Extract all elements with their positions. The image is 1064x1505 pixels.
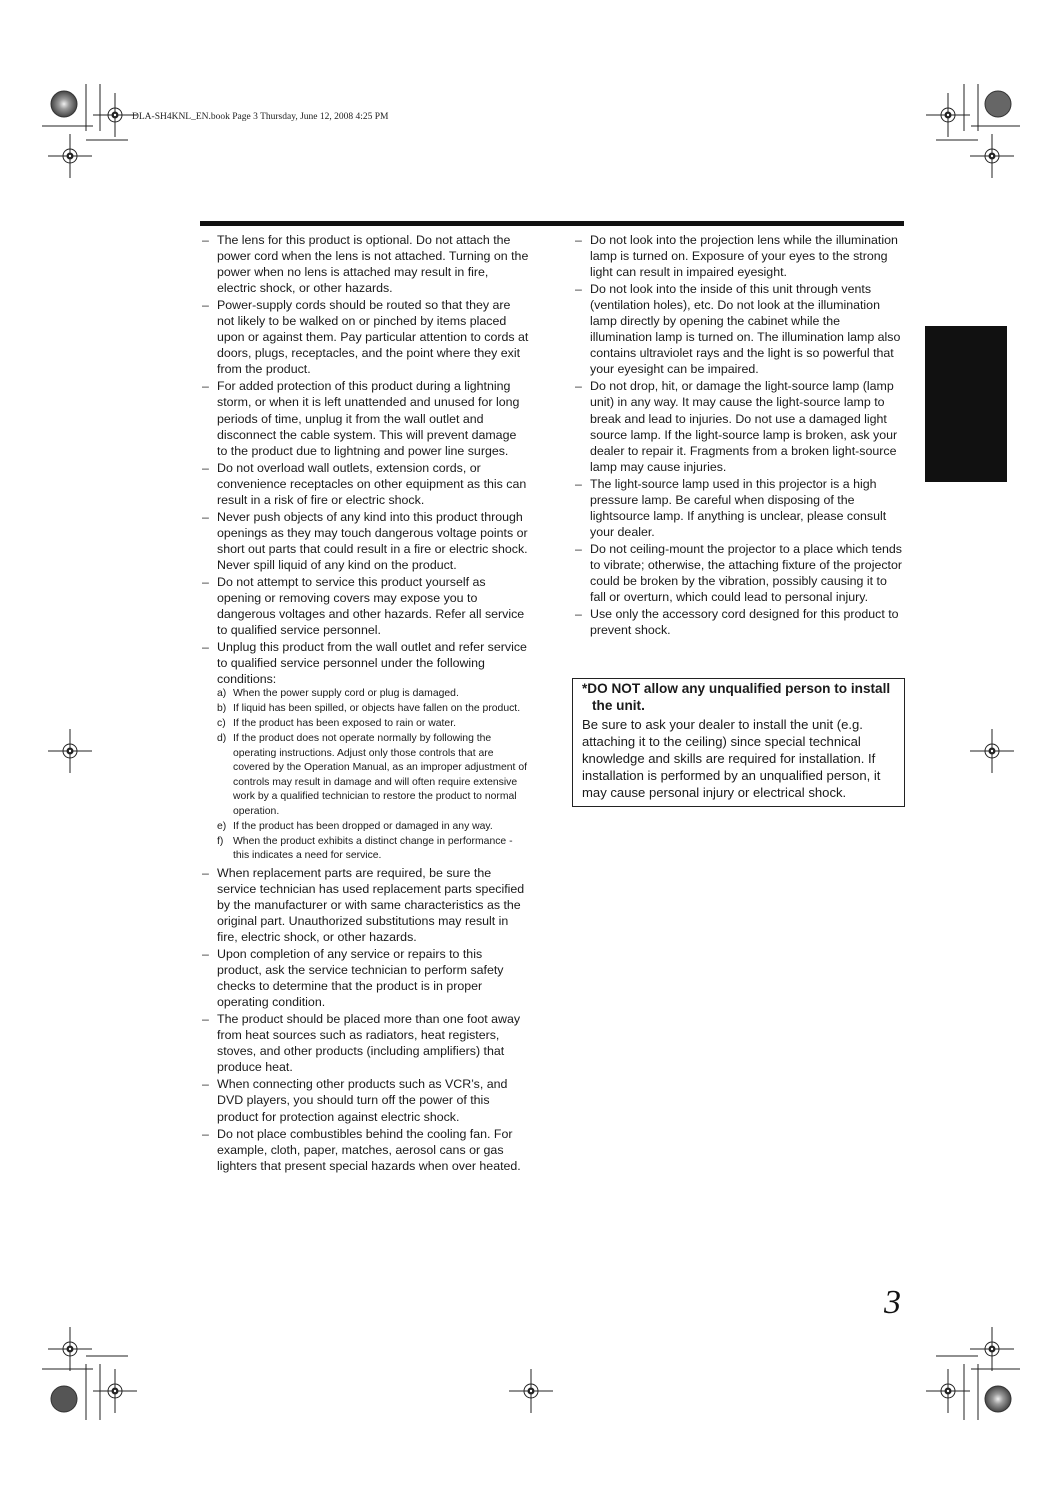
registration-mark-bottom-left xyxy=(42,1327,137,1420)
registration-mark-top-right xyxy=(926,84,1020,178)
top-rule xyxy=(200,221,904,226)
section-tab xyxy=(925,326,1007,482)
print-header: DLA-SH4KNL_EN.book Page 3 Thursday, June 12, 2008 4:25 PM xyxy=(132,112,389,122)
warning-body: Be sure to ask your dealer to install the unit (e.g. attaching it to the ceiling) since special technical knowledge and skills are required for installation. If installation is performed by an unqualified person, it may cause personal injury or electrical shock. xyxy=(582,717,881,801)
registration-mark-bottom-center xyxy=(509,1369,553,1413)
list-item: – Do not place combustibles behind the cooling fan. For example, cloth, paper, matches, aerosol cans or gas lighters that present special hazards when over heated. xyxy=(202,1126,521,1173)
page-number: 3 xyxy=(884,1284,901,1321)
list-item: – Do not look into the projection lens while the illumination lamp is turned on. Exposure of your eyes to the strong light can result in impaired eyesight. xyxy=(575,233,898,280)
list-item: – The product should be placed more than one foot away from heat sources such as radiators, heat registers, stoves, and other products (including amplifiers) that produce heat. xyxy=(202,1012,521,1075)
left-column xyxy=(200,232,530,1175)
condition-item: c) If the product has been exposed to rain or water. xyxy=(217,718,456,730)
registration-mark-top-left xyxy=(42,84,137,178)
list-item: – Do not attempt to service this product yourself as opening or removing covers may expose you to dangerous voltages and other hazards. Refer all service to qualified service personnel. xyxy=(202,574,525,638)
list-item-unplug: – Unplug this product from the wall outlet and refer service to qualified service personnel under the following conditions: a) When the power supply cord or plug is damaged. b) If liquid has been spilled, or objects have fallen on the product. c) If the product has been exposed to rain or water. d) If the product does not operate normally by following the operating instructions. Adjust only those controls that are covered by the Operation Manual, as an improper adjustment of controls may result in damage and will often require extensive work by a qualified technician to restore the product to normal operation. e) If the product has been dropped or damaged in any way. f) When the product exhibits a distinct change in performance - this indicates a need for service. xyxy=(200,639,530,864)
list-item: – When replacement parts are required, be sure the service technician has used replacement parts specified by the manufacturer or with same characteristics as the original part. Unauthorized substitutions may result in fire, electric shock, or other hazards. xyxy=(202,865,525,944)
installation-warning-box xyxy=(572,678,905,807)
condition-item: b) If liquid has been spilled, or objects have fallen on the product. xyxy=(217,703,521,715)
list-item: – Power-supply cords should be routed so that they are not likely to be walked on or pinched by items placed upon or against them. Pay particular attention to cords at doors, plugs, receptacles, and the point where they exit from the product. xyxy=(202,298,529,377)
safety-list-left xyxy=(200,232,530,1174)
safety-list-right xyxy=(573,232,903,638)
list-item: – Do not look into the inside of this unit through vents (ventilation holes), etc. Do not look at the illumination lamp directly by opening the cabinet while the illumination lamp is turned on. The illumination lamp also contains ultraviolet rays and the light is so powerful that your eyesight can be impaired. xyxy=(575,282,901,377)
condition-item: e) If the product has been dropped or damaged in any way. xyxy=(217,820,493,832)
conditions-list xyxy=(217,687,530,864)
list-item: – Do not drop, hit, or damage the light-source lamp (lamp unit) in any way. It may cause the light-source lamp to break and lead to injuries. Do not use a damaged light source lamp. If the light-source lamp is broken, ask your dealer to repair it. Fragments from a broken light-source lamp may cause injuries. xyxy=(575,379,898,474)
warning-title: *DO NOT allow any unqualified person to install the unit. xyxy=(582,681,891,713)
condition-item: f) When the product exhibits a distinct change in performance - this indicates a need for service. xyxy=(217,835,513,862)
list-item: – Do not ceiling-mount the projector to a place which tends to vibrate; otherwise, the attaching fixture of the projector could be broken by the vibration, possibly causing it to fall or overturn, which could lead to personal injury. xyxy=(575,541,903,605)
registration-mark-mid-right xyxy=(970,729,1014,773)
list-item: – The light-source lamp used in this projector is a high pressure lamp. Be careful when disposing of the lightsource lamp. If anything is unclear, please consult your dealer. xyxy=(575,476,887,539)
list-item: – Use only the accessory cord designed for this product to prevent shock. xyxy=(575,607,899,638)
registration-mark-mid-left xyxy=(48,729,92,773)
list-item: – Do not overload wall outlets, extension cords, or convenience receptacles on other equipment as this can result in a risk of fire or electric shock. xyxy=(202,460,527,507)
list-item: – The lens for this product is optional. Do not attach the power cord when the lens is not attached. Turning on the power when no lens is attached may result in fire, electric shock, or other hazards. xyxy=(202,233,529,296)
list-item: – When connecting other products such as VCR’s, and DVD players, you should turn off the power of this product for protection against electric shock. xyxy=(202,1077,508,1124)
condition-item: a) When the power supply cord or plug is damaged. xyxy=(217,688,459,700)
condition-item: d) If the product does not operate normally by following the operating instructions. Adjust only those controls that are covered by the Operation Manual, as an improper adjustment of controls may result in damage and will often require extensive work by a qualified technician to restore the product to normal operation. xyxy=(217,733,527,817)
list-item: – Upon completion of any service or repairs to this product, ask the service technician to perform safety checks to determine that the product is in proper operating condition. xyxy=(202,947,504,1010)
list-item: – For added protection of this product during a lightning storm, or when it is left unattended and unused for long periods of time, unplug it from the wall outlet and disconnect the cable system. This will prevent damage to the product due to lightning and power line surges. xyxy=(202,379,520,458)
list-item: – Never push objects of any kind into this product through openings as they may touch dangerous voltage points or short out parts that could result in a fire or electric shock. Never spill liquid of any kind on the product. xyxy=(202,509,528,572)
right-column xyxy=(573,232,903,639)
registration-mark-bottom-right xyxy=(926,1327,1020,1420)
